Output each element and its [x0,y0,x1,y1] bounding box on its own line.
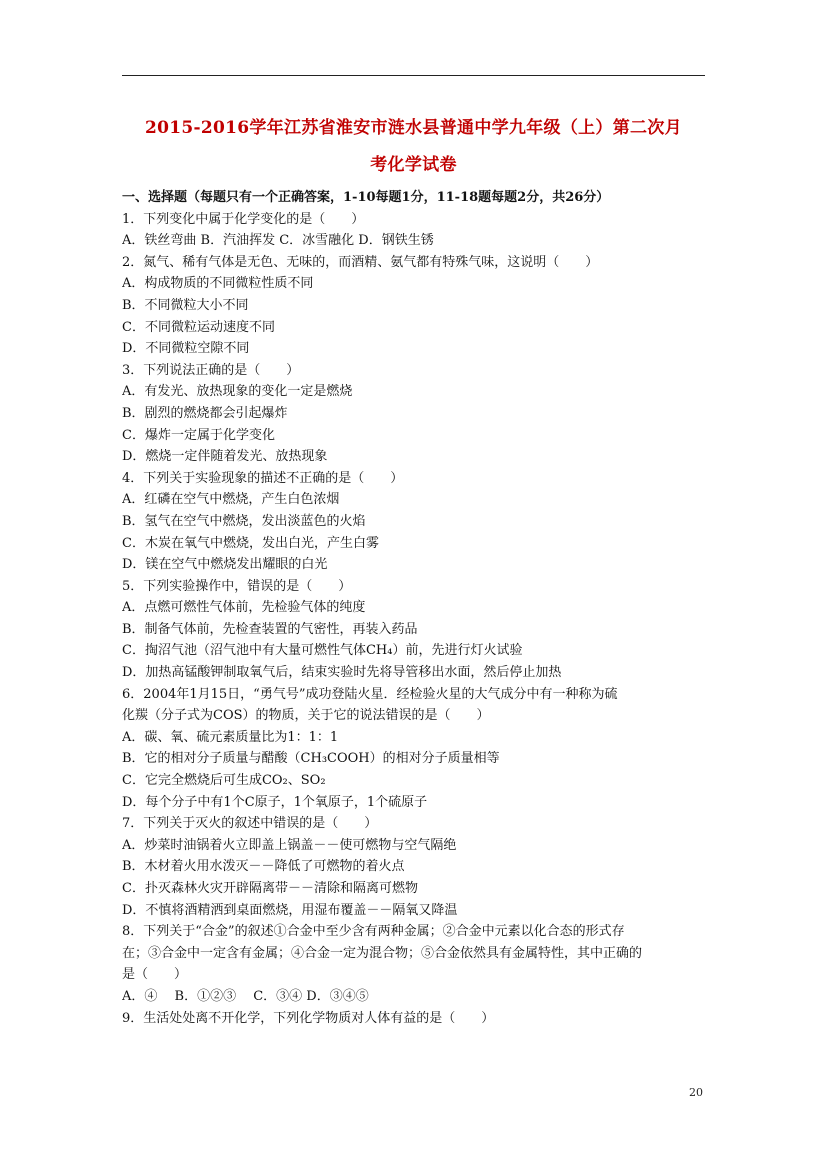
option-text: B．氢气在空气中燃烧，发出淡蓝色的火焰 [122,513,366,529]
question-text: 4．下列关于实验现象的描述不正确的是（ ） [122,470,404,486]
option-text: D．镁在空气中燃烧发出耀眼的白光 [122,557,328,573]
section-heading: 一、选择题（每题只有一个正确答案，1-10每题1分，11-18题每题2分，共26分） [122,190,610,205]
option-text: C．扑灭森林火灾开辟隔离带－－清除和隔离可燃物 [122,881,418,896]
question-list [122,187,705,1029]
option-text: B．不同微粒大小不同 [122,297,249,313]
option-text: C．爆炸一定属于化学变化 [122,427,275,443]
question-text: 9．生活处处离不开化学，下列化学物质对人体有益的是（ ） [122,1010,495,1026]
question-text: 在；③合金中一定含有金属；④合金一定为混合物；⑤合金依然具有金属特性，其中正确的 [122,945,643,961]
option-text: D．不同微粒空隙不同 [122,341,250,357]
question-text: 2．氮气、稀有气体是无色、无味的，而酒精、氨气都有特殊气味，这说明（ ） [122,254,599,270]
question-text: 8．下列关于“合金”的叙述①合金中至少含有两种金属；②合金中元素以化合态的形式存 [122,924,625,940]
option-text: B．它的相对分子质量与醋酸（CH₃COOH）的相对分子质量相等 [122,751,500,767]
option-text: A．④ B．①②③ C．③④ D．③④⑤ [122,988,369,1004]
option-text: A．构成物质的不同微粒性质不同 [122,276,314,292]
option-text: A．炒菜时油锅着火立即盖上锅盖－－使可燃物与空气隔绝 [122,837,457,853]
option-text: A．铁丝弯曲 B．汽油挥发 C．冰雪融化 D．钢铁生锈 [122,233,434,249]
option-text: A．碳、氧、硫元素质量比为1：1：1 [122,729,339,745]
option-text: C．它完全燃烧后可生成CO₂、SO₂ [122,773,326,789]
page-number: 20 [689,1086,703,1099]
option-text: D．不慎将酒精洒到桌面燃烧，用湿布覆盖－－隔氧又降温 [122,902,458,918]
question-text: 1．下列变化中属于化学变化的是（ ） [122,211,365,227]
option-text: D．加热高锰酸钾制取氧气后，结束实验时先将导管移出水面，然后停止加热 [122,665,562,681]
option-text: B．剧烈的燃烧都会引起爆炸 [122,405,288,421]
option-text: B．制备气体前，先检查装置的气密性，再装入药品 [122,621,418,637]
option-text: A．点燃可燃性气体前，先检验气体的纯度 [122,600,366,616]
option-text: C．掏沼气池（沼气池中有大量可燃性气体CH₄）前，先进行灯火试验 [122,643,523,659]
option-text: A．红磷在空气中燃烧，产生白色浓烟 [122,492,340,508]
option-text: D．每个分子中有1个C原子，1个氧原子，1个硫原子 [122,794,428,810]
option-text: D．燃烧一定伴随着发光、放热现象 [122,449,328,465]
question-text: 是（ ） [122,967,188,983]
option-text: B．木材着火用水泼灭－－降低了可燃物的着火点 [122,859,405,875]
question-text: 7．下列关于灭火的叙述中错误的是（ ） [122,816,378,832]
option-text: C．木炭在氧气中燃烧，发出白光，产生白雾 [122,535,379,551]
document-title-line-2: 考化学试卷 [370,155,457,175]
document-title-line-1: 2015-2016学年江苏省淮安市涟水县普通中学九年级（上）第二次月 [145,118,682,138]
header-rule [122,75,705,76]
question-text: 3．下列说法正确的是（ ） [122,362,300,378]
question-text: 5．下列实验操作中，错误的是（ ） [122,578,352,594]
question-text: 6．2004年1月15日，“勇气号”成功登陆火星．经检验火星的大气成分中有一种称为硫 [122,686,618,702]
option-text: A．有发光、放热现象的变化一定是燃烧 [122,384,353,400]
option-text: C．不同微粒运动速度不同 [122,319,275,335]
question-text: 化羰（分子式为COS）的物质，关于它的说法错误的是（ ） [122,708,490,724]
